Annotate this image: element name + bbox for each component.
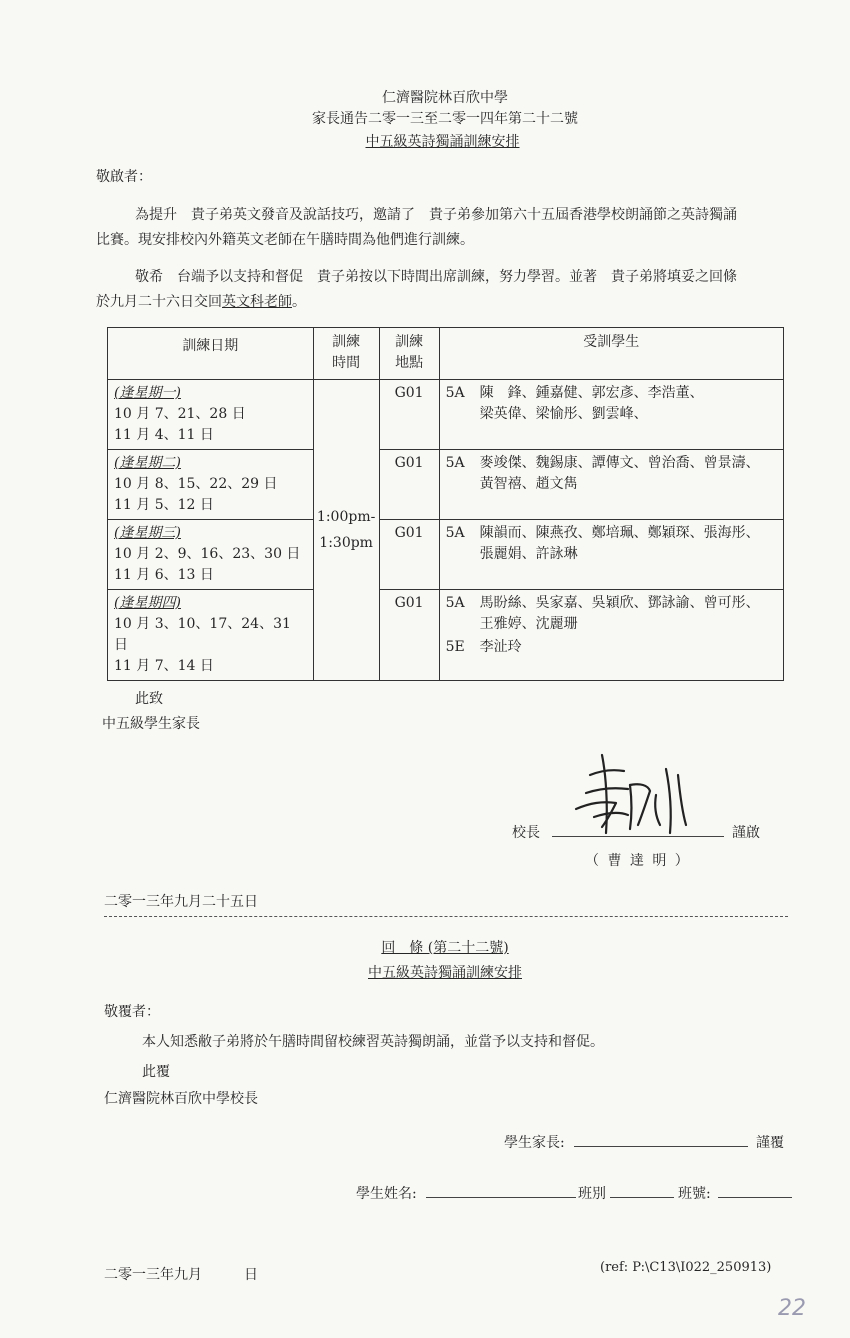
greeting: 敬啟者： [96, 169, 152, 185]
school-name: 仁濟醫院林百欣中學 [382, 90, 508, 106]
notice-number: 家長通告二零一三至二零一四年第二十二號 [312, 111, 578, 127]
reply-to: 仁濟醫院林百欣中學校長 [104, 1091, 258, 1107]
tear-line [104, 916, 788, 917]
table-row [108, 380, 784, 450]
dates-oct: 10 月 3、10、17、24、31 日 [114, 616, 291, 653]
date-cell [108, 520, 314, 590]
header-students: 受訓學生 [439, 328, 783, 380]
reply-subject: 中五級英詩獨誦訓練安排 [368, 965, 522, 981]
reference-code: (ref: P:\C13\I022_250913) [600, 1260, 772, 1275]
dates-nov: 11 月 6、13 日 [114, 567, 214, 583]
students-line-2: 王雅婷、沈麗珊 [479, 616, 578, 632]
date-cell [108, 380, 314, 450]
students-cell [439, 380, 783, 450]
principal-signature-line [552, 836, 724, 837]
principal-label: 校長 [512, 825, 540, 841]
venue-cell [379, 520, 439, 590]
header-venue-2: 地點 [395, 355, 424, 371]
reply-body: 本人知悉敝子弟將於午膳時間留校練習英詩獨朗誦，並當予以支持和督促。 [142, 1034, 604, 1050]
reply-date: 二零一三年九月 日 [104, 1267, 258, 1283]
reply-cifu: 此覆 [142, 1064, 170, 1080]
header-time-2: 時間 [332, 355, 361, 371]
paragraph-2-end: 。 [292, 294, 306, 310]
students-line-2: 黃智禧、趙文雋 [479, 476, 578, 492]
venue: G01 [394, 525, 424, 541]
venue-cell [379, 380, 439, 450]
table-row [108, 520, 784, 590]
table-row [108, 450, 784, 520]
paragraph-2-text: 於九月二十六日交回 [96, 294, 222, 310]
notice-subject: 中五級英詩獨誦訓練安排 [365, 134, 520, 150]
header-venue-1: 訓練 [395, 334, 424, 350]
student-name-label: 學生姓名: [356, 1186, 417, 1202]
reply-greeting: 敬覆者： [104, 1004, 160, 1020]
students-line-1: 陳韻而、陳燕孜、鄭培珮、鄭穎琛、張海彤、 [479, 525, 760, 541]
dates-nov: 11 月 5、12 日 [114, 497, 214, 513]
class-label-2: 5E [445, 639, 465, 655]
time-cell [313, 380, 379, 681]
reply-title: 回 條 (第二十二號) [381, 940, 509, 956]
header-venue [379, 328, 439, 380]
venue: G01 [394, 455, 424, 471]
respect-closing: 謹啟 [732, 825, 760, 841]
class-number-field[interactable] [718, 1197, 792, 1198]
header-date: 訓練日期 [108, 328, 314, 380]
weekday-label: (逢星期四) [114, 595, 181, 611]
weekday-label: (逢星期二) [114, 455, 181, 471]
paragraph-2-line-1: 敬希 台端予以支持和督促 貴子弟按以下時間出席訓練，努力學習。並著 貴子弟將填妥之回條 [135, 269, 737, 285]
venue: G01 [394, 595, 424, 611]
parent-signature-field[interactable] [574, 1146, 748, 1147]
dates-nov: 11 月 4、11 日 [114, 427, 214, 443]
dates-oct: 10 月 2、9、16、23、30 日 [114, 546, 301, 562]
table-row [108, 590, 784, 681]
class-field[interactable] [610, 1197, 674, 1198]
parent-label: 學生家長: [504, 1135, 565, 1151]
dates-nov: 11 月 7、14 日 [114, 658, 214, 674]
class-label: 5A [445, 525, 465, 541]
header-time-1: 訓練 [332, 334, 361, 350]
venue-cell [379, 590, 439, 681]
venue: G01 [394, 385, 424, 401]
paragraph-1-line-1: 為提升 貴子弟英文發音及說話技巧，邀請了 貴子弟參加第六十五屆香港學校朗誦節之英詩獨誦 [135, 207, 737, 223]
students-cell [439, 520, 783, 590]
students-line-2: 張麗娟、許詠琳 [479, 546, 578, 562]
class-field-label: 班別 [578, 1186, 606, 1202]
class-number-label: 班號: [678, 1186, 711, 1202]
reply-respect: 謹覆 [756, 1135, 784, 1151]
student-name-field[interactable] [426, 1197, 576, 1198]
students-cell [439, 450, 783, 520]
venue-cell [379, 450, 439, 520]
paragraph-1-line-2: 比賽。現安排校內外籍英文老師在午膳時間為他們進行訓練。 [96, 232, 474, 248]
dates-oct: 10 月 7、21、28 日 [114, 406, 246, 422]
time-start: 1:00pm- [316, 509, 376, 525]
notice-date: 二零一三年九月二十五日 [104, 894, 258, 910]
cizhi: 此致 [135, 691, 163, 707]
students-line-1: 馬盼絲、吳家嘉、吳穎欣、鄧詠諭、曾可彤、 [479, 595, 760, 611]
date-cell [108, 450, 314, 520]
time-end: 1:30pm [319, 535, 373, 551]
principal-name: （ 曹 達 明 ） [585, 853, 691, 869]
page-mark: 22 [778, 1296, 806, 1321]
class-label: 5A [445, 595, 465, 611]
date-cell [108, 590, 314, 681]
students-line-1: 陳 鋒、鍾嘉健、郭宏彥、李浩董、 [479, 385, 704, 401]
english-teacher: 英文科老師 [222, 294, 292, 310]
weekday-label: (逢星期一) [114, 385, 181, 401]
weekday-label: (逢星期三) [114, 525, 181, 541]
paragraph-2-line-2 [96, 291, 306, 311]
class-label: 5A [445, 455, 465, 471]
addressee: 中五級學生家長 [102, 716, 200, 732]
students-line-1: 麥竣傑、魏錫康、譚傳文、曾治喬、曾景濤、 [479, 455, 760, 471]
students-cell [439, 590, 783, 681]
students-line-2: 梁英偉、梁愉彤、劉雲峰、 [479, 406, 648, 422]
dates-oct: 10 月 8、15、22、29 日 [114, 476, 278, 492]
students-line-3: 李沚玲 [479, 639, 522, 655]
header-time [313, 328, 379, 380]
training-schedule-table [107, 327, 784, 681]
principal-signature [572, 745, 692, 840]
class-label: 5A [445, 385, 465, 401]
